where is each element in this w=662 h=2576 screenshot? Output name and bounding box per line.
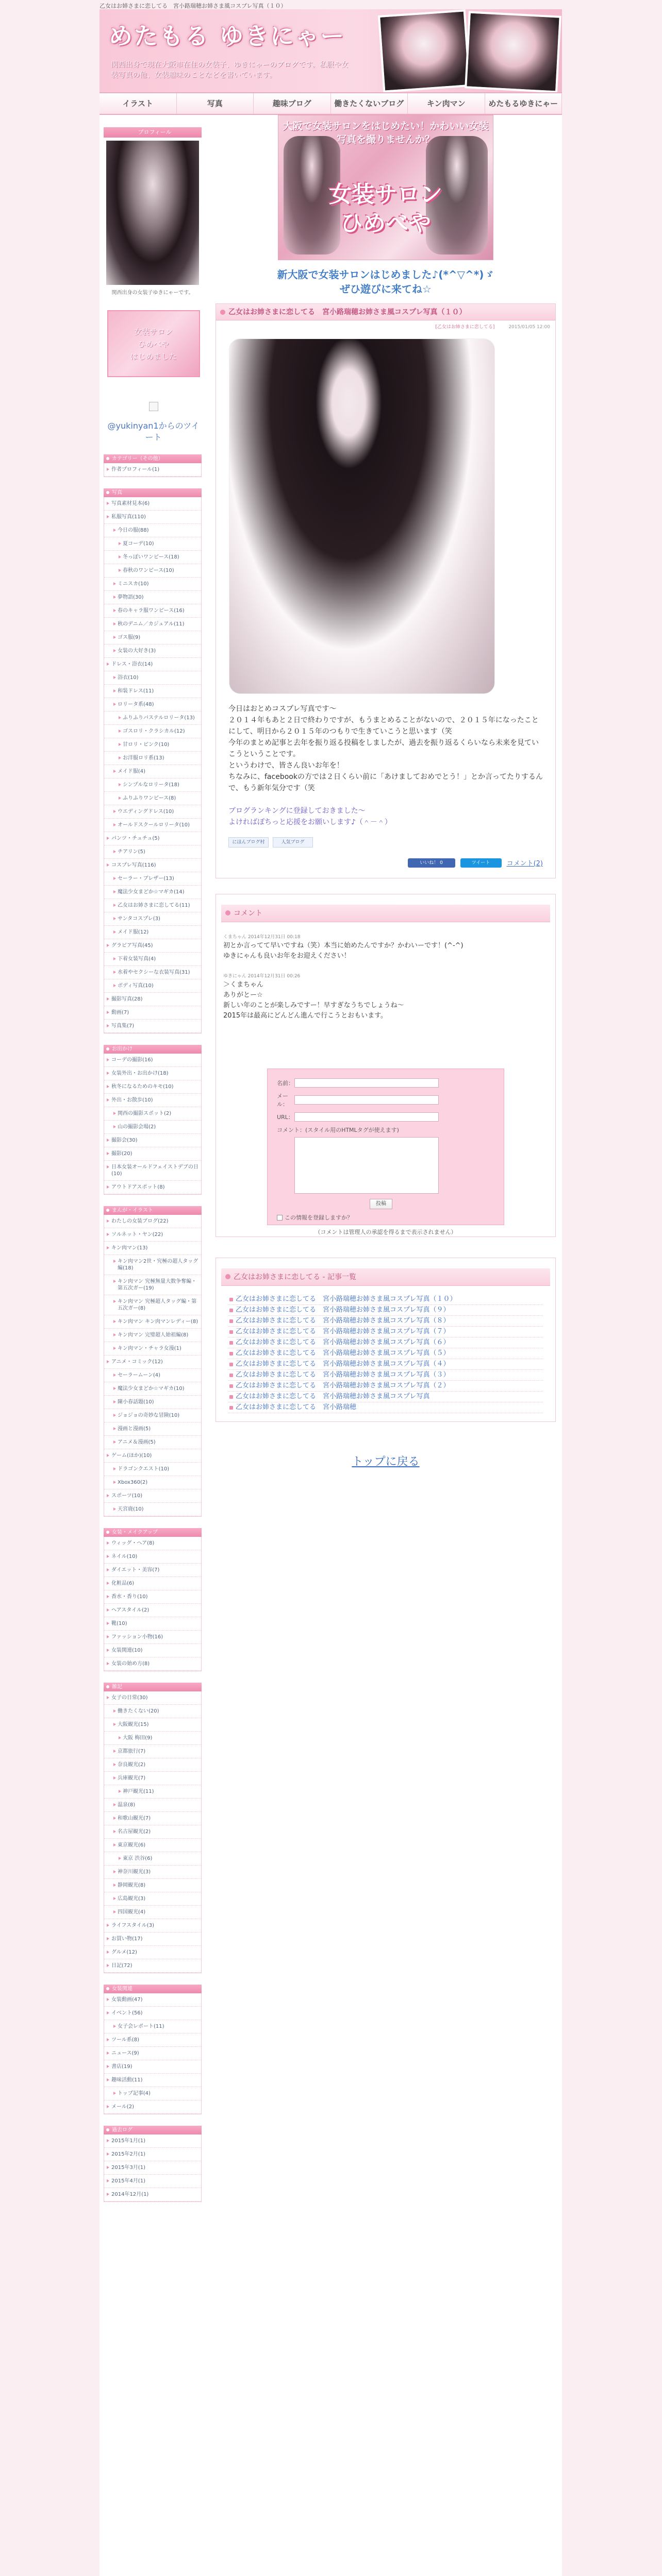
- sidebar-category-link[interactable]: アニメ＆漫画(5): [104, 1436, 201, 1449]
- sidebar-category-link[interactable]: 乙女はお姉さまに恋してる(11): [104, 899, 201, 912]
- sidebar-category-link[interactable]: 女子の日常(30): [104, 1691, 201, 1705]
- sidebar-category-link[interactable]: 女装関連(10): [104, 1644, 201, 1657]
- sidebar-category-link[interactable]: 関西の撮影スポット(2): [104, 1107, 201, 1121]
- sidebar-category-link[interactable]: お洋服ロリ系(13): [104, 752, 201, 765]
- sidebar-block-header: 雑記: [104, 1683, 202, 1691]
- sidebar-category-link[interactable]: セーラー・ブレザー(13): [104, 872, 201, 886]
- sidebar-category-link[interactable]: 撮影写真(28): [104, 993, 201, 1006]
- sidebar-category-link[interactable]: 夏コーデ(10): [104, 537, 201, 551]
- sidebar-category-link[interactable]: ミニスカ(10): [104, 578, 201, 591]
- sidebar-category-link[interactable]: 山の撮影会場(2): [104, 1121, 201, 1134]
- sidebar-category-link[interactable]: 働きたくない(20): [104, 1705, 201, 1718]
- sidebar-block-header: 女装・メイクアップ: [104, 1528, 202, 1537]
- comment-count-link[interactable]: コメント(2): [506, 860, 543, 868]
- sidebar-category-link[interactable]: 浴衣(10): [104, 671, 201, 685]
- related-article-link[interactable]: 乙女はお姉さまに恋してる 宮小路瑞穂お姉さま風コスプレ写真: [228, 1392, 543, 1402]
- sidebar-category-link[interactable]: コスプレ写真(116): [104, 859, 201, 872]
- sidebar-category-link[interactable]: 神奈川観光(3): [104, 1866, 201, 1879]
- sidebar-category-link[interactable]: グルメ(12): [104, 1946, 201, 1959]
- sidebar-category-link[interactable]: ふりふりパステルロリータ(13): [104, 711, 201, 725]
- related-article-link[interactable]: 乙女はお姉さまに恋してる 宮小路瑞穂お姉さま風コスプレ写真（７）: [228, 1327, 543, 1337]
- sidebar-category-link[interactable]: 春のキャラ服ワンピース(16): [104, 604, 201, 618]
- entry-paragraph: というわけで、皆さん良いお年を！: [228, 761, 344, 770]
- sidebar-category-link[interactable]: オールドスクールロリータ(10): [104, 819, 201, 832]
- sidebar-list: [104, 1215, 202, 1517]
- comment-item: [223, 973, 548, 1021]
- site-description: 関西出身で現在大阪市在住の女装子、ゆきにゃーのブログです。私服や女装写真の他、女装趣味のことなどを書いています。: [111, 61, 349, 79]
- ranking-text[interactable]: ブログランキングに登録しておきました～: [228, 807, 366, 815]
- related-article-link[interactable]: 乙女はお姉さまに恋してる 宮小路瑞穂: [228, 1402, 543, 1413]
- sidebar-category-link[interactable]: 女装動画(47): [104, 1993, 201, 2007]
- sidebar-category-link[interactable]: ドレス・浴衣(14): [104, 658, 201, 671]
- sidebar-category-link[interactable]: 下着女装写真(4): [104, 953, 201, 966]
- sidebar-category-link[interactable]: キン肉マン キン肉マンレディー(8): [104, 1315, 201, 1329]
- sidebar-category-link[interactable]: 撮影会(30): [104, 1134, 201, 1147]
- sidebar-category-link[interactable]: ニュース(9): [104, 2047, 201, 2060]
- entry-meta: [216, 320, 555, 332]
- sidebar-category-link[interactable]: Xbox360(2): [104, 1476, 201, 1489]
- sidebar-category-link[interactable]: 女装の始め方(8): [104, 1657, 201, 1671]
- remember-row: [277, 1213, 494, 1222]
- sidebar-block-header: 写真: [104, 488, 202, 497]
- comments-section: [216, 894, 556, 1237]
- sidebar-category-link[interactable]: トップ記事(4): [104, 2087, 201, 2100]
- nav-item[interactable]: 写真: [177, 93, 254, 114]
- sidebar-category-link[interactable]: ウエディングドレス(10): [104, 805, 201, 819]
- related-article-link[interactable]: 乙女はお姉さまに恋してる 宮小路瑞穂お姉さま風コスプレ写真（８）: [228, 1316, 543, 1327]
- moderation-note: （コメントは管理人の承認を得るまで表示されません）: [315, 1229, 457, 1235]
- sidebar-list: [104, 1054, 202, 1195]
- nav-item[interactable]: 趣味ブログ: [254, 93, 331, 114]
- sidebar-category-link[interactable]: 私服写真(110): [104, 511, 201, 524]
- sidebar-category-link[interactable]: 化粧品(6): [104, 1577, 201, 1590]
- sidebar-category-link[interactable]: ソルネット・ヤン(22): [104, 1228, 201, 1242]
- sidebar-category-link[interactable]: メイド服(4): [104, 765, 201, 778]
- sidebar-category-link[interactable]: ジョジョの奇妙な冒険(10): [104, 1409, 201, 1422]
- sidebar: [100, 115, 203, 2202]
- sidebar-category-link[interactable]: わたしの女装ブログ(22): [104, 1215, 201, 1228]
- sidebar-category-link[interactable]: 魔法少女まどか☆マギカ(10): [104, 1382, 201, 1396]
- sidebar-category-link[interactable]: ドラゴンクエスト(10): [104, 1463, 201, 1476]
- sidebar-category-link[interactable]: 女装の大好き(3): [104, 645, 201, 658]
- sidebar-category-link[interactable]: 日記(72): [104, 1959, 201, 1973]
- sidebar-category-link[interactable]: 撮影(20): [104, 1147, 201, 1161]
- sidebar-category-link[interactable]: 天宮鹿(10): [104, 1503, 201, 1516]
- ranking-banner-1[interactable]: にほんブログ村: [228, 837, 269, 848]
- sidebar-category-link[interactable]: キン肉マン 究極超人タッグ編・第五次ガー(8): [104, 1295, 201, 1315]
- name-label: 名前：: [277, 1080, 294, 1087]
- sidebar-category-link[interactable]: 奈良観光(2): [104, 1758, 201, 1772]
- url-label: URL：: [277, 1114, 294, 1121]
- comment-form: [267, 1069, 504, 1235]
- salon-banner[interactable]: [278, 115, 493, 260]
- sidebar-category-link[interactable]: 広島観光(3): [104, 1892, 201, 1906]
- sidebar-category-link[interactable]: キン肉マン 完璧超人始祖編(8): [104, 1329, 201, 1342]
- sidebar-category-link[interactable]: 漫画と漫画(5): [104, 1422, 201, 1436]
- sidebar-category-link[interactable]: 今日の服(88): [104, 524, 201, 537]
- sidebar-category-link[interactable]: ネイル(10): [104, 1550, 201, 1564]
- sidebar-category-link[interactable]: スポーツ(10): [104, 1489, 201, 1503]
- sidebar-category-link[interactable]: ゲーム(ほか)(10): [104, 1449, 201, 1463]
- sidebar-category-link[interactable]: 水着やセクシーな衣装写真(31): [104, 966, 201, 979]
- sidebar-category-link[interactable]: 大阪観光(15): [104, 1718, 201, 1732]
- sidebar-category-link[interactable]: キン肉マン・チャラ女漫(1): [104, 1342, 201, 1355]
- sidebar-category-link[interactable]: 秋冬になるためのキモ(10): [104, 1080, 201, 1094]
- sidebar-category-link[interactable]: 女装外出・お出かけ(18): [104, 1067, 201, 1080]
- sidebar-category-link[interactable]: ふりふりワンピース(8): [104, 792, 201, 805]
- related-articles: [216, 1258, 556, 1422]
- sidebar-category-link[interactable]: ゴスロリ・クラシカル(12): [104, 725, 201, 738]
- name-field[interactable]: [294, 1078, 439, 1088]
- tweet-button[interactable]: ツイート: [460, 858, 502, 868]
- sidebar-category-link[interactable]: 写真素材見本(6): [104, 497, 201, 511]
- related-article-link[interactable]: 乙女はお姉さまに恋してる 宮小路瑞穂お姉さま風コスプレ写真（５）: [228, 1348, 543, 1359]
- sidebar-category-link[interactable]: お買い物(17): [104, 1933, 201, 1946]
- banner-salon-name: 女装サロン ひめべや: [329, 181, 442, 236]
- related-article-link[interactable]: 乙女はお姉さまに恋してる 宮小路瑞穂お姉さま風コスプレ写真（４）: [228, 1359, 543, 1370]
- sidebar-category-link[interactable]: セーラームーン(4): [104, 1369, 201, 1382]
- sidebar-category-link[interactable]: 日本女装オールドフェイストデブの日(10): [104, 1161, 201, 1181]
- entry-paragraph: ちなみに、facebookの方では２日くらい前に「あけましておめでとう！」とか言ってたりするんで、もう新年気分です（笑: [228, 773, 543, 792]
- sidebar-category-link[interactable]: 動画(7): [104, 1006, 201, 1020]
- sidebar-list: [104, 2134, 202, 2202]
- sidebar-category-link[interactable]: ヘアスタイル(2): [104, 1604, 201, 1617]
- sidebar-category-link[interactable]: 東京観光(6): [104, 1839, 201, 1852]
- related-article-link[interactable]: 乙女はお姉さまに恋してる 宮小路瑞穂お姉さま風コスプレ写真（９）: [228, 1305, 543, 1316]
- email-field[interactable]: [294, 1095, 439, 1105]
- submit-comment-button[interactable]: 投稿: [370, 1199, 392, 1209]
- sidebar-category-link[interactable]: ゴス服(9): [104, 631, 201, 645]
- sidebar-category-link[interactable]: 大阪 梅田(9): [104, 1732, 201, 1745]
- entry-date: 2015/01/05 12:00: [508, 325, 550, 330]
- comment-label: コメント：(スタイル用のHTMLタグが使えます): [277, 1127, 399, 1133]
- sidebar-category-link[interactable]: 2015年1月(1): [104, 2134, 201, 2148]
- email-label: メール：: [277, 1093, 288, 1108]
- global-nav: [100, 92, 562, 115]
- sidebar-category-link[interactable]: ウィッグ・ヘア(8): [104, 1537, 201, 1550]
- sidebar-category-link[interactable]: 和歌山観光(7): [104, 1812, 201, 1825]
- sidebar-block-header: 女装関連: [104, 1985, 202, 1993]
- sidebar-category-link[interactable]: 魔法少女まどか☆マギカ(14): [104, 886, 201, 899]
- nav-item[interactable]: イラスト: [100, 93, 177, 114]
- sidebar-category-link[interactable]: キン肉マン(13): [104, 1242, 201, 1255]
- site-logo[interactable]: めたもる ゆきにゃー: [109, 22, 346, 50]
- sidebar-category-link[interactable]: 夢物語(30): [104, 591, 201, 604]
- sidebar-block-header: まんが・イラスト: [104, 1206, 202, 1215]
- sidebar-category-link[interactable]: キン肉マン 究極無量大数争奪編・第五次ガー(19): [104, 1275, 201, 1295]
- sidebar-category-link[interactable]: 春秋のワンピース(10): [104, 564, 201, 578]
- sidebar-category-link[interactable]: コーデの撮影(16): [104, 1054, 201, 1067]
- sidebar-category-link[interactable]: 東京 渋谷(6): [104, 1852, 201, 1866]
- comment-text: 初とか言ってて早いですね（笑）本当に始めたんですか？かわいーです！(^-^) ゆきにゃんも良いお年をお迎えください！: [223, 942, 464, 960]
- blog-container: [100, 9, 562, 2576]
- profile-header: プロフィール: [104, 127, 202, 138]
- sidebar-category-link[interactable]: 静岡観光(8): [104, 1879, 201, 1892]
- sidebar-category-link[interactable]: 陳小春話題(10): [104, 1396, 201, 1409]
- sidebar-category-link[interactable]: 神戸観光(11): [104, 1785, 201, 1799]
- comments-header: コメント: [221, 905, 550, 922]
- sidebar-categories: [104, 454, 203, 2202]
- entry-footer: [228, 858, 543, 868]
- sidebar-category-link[interactable]: イベント(56): [104, 2007, 201, 2020]
- sidebar-category-link[interactable]: ライフスタイル(3): [104, 1919, 201, 1933]
- sidebar-category-link[interactable]: メール(2): [104, 2100, 201, 2114]
- site-header: [100, 9, 562, 92]
- comment-meta: くまちゃん 2014年12月31日 00:18: [223, 935, 301, 940]
- page-tagline: 乙女はお姉さまに恋してる 宮小路瑞穂お姉さま風コスプレ写真（１０）: [100, 3, 287, 9]
- remember-checkbox[interactable]: [277, 1215, 283, 1221]
- sidebar-category-link[interactable]: キン肉マン2世・究極の超人タッグ編(18): [104, 1255, 201, 1275]
- sidebar-category-link[interactable]: グラビア写真(45): [104, 939, 201, 953]
- profile-photo[interactable]: [106, 141, 199, 285]
- salon-side-banner[interactable]: 女装サロン ひめべや はじめました: [107, 310, 200, 377]
- broken-image-icon: [149, 402, 158, 411]
- sidebar-category-link[interactable]: 2014年12月(1): [104, 2188, 201, 2201]
- profile-caption: 関西出身の女装子ゆきにゃーです。: [111, 290, 194, 296]
- comment-text: ＞くまちゃん ありがとー☆ 新しい年のことが楽しみですー！早すぎなうちでしょうね～ 2015年は最高にどんどん進んで行こうとおもいます。: [223, 981, 404, 1020]
- header-photo-1: [378, 9, 471, 92]
- remember-label: この情報を登録しますか？: [285, 1214, 353, 1221]
- comment-textarea[interactable]: [294, 1137, 439, 1194]
- related-article-link[interactable]: 乙女はお姉さまに恋してる 宮小路瑞穂お姉さま風コスプレ写真（６）: [228, 1337, 543, 1348]
- sidebar-category-link[interactable]: シンプルなロリータ(18): [104, 778, 201, 792]
- sidebar-list: [104, 463, 202, 477]
- entry-category-link[interactable]: [乙女はお姉さまに恋してる]: [435, 325, 495, 330]
- sidebar-list: [104, 1537, 202, 1671]
- entry-photo[interactable]: [229, 338, 495, 694]
- sidebar-category-link[interactable]: 温泉(8): [104, 1799, 201, 1812]
- sidebar-category-link[interactable]: 兵庫観光(7): [104, 1772, 201, 1785]
- back-to-top-link[interactable]: トップに戻る: [352, 1455, 420, 1468]
- nav-item[interactable]: 働きたくないブログ: [331, 93, 408, 114]
- related-article-link[interactable]: 乙女はお姉さまに恋してる 宮小路瑞穂お姉さま風コスプレ写真（１０）: [228, 1294, 543, 1305]
- sidebar-category-link[interactable]: 名古屋観光(2): [104, 1825, 201, 1839]
- profile-block: [104, 127, 202, 296]
- related-header: 乙女はお姉さまに恋してる - 記事一覧: [221, 1268, 550, 1286]
- sidebar-category-link[interactable]: 書店(19): [104, 2060, 201, 2074]
- sidebar-category-link[interactable]: 靴(10): [104, 1617, 201, 1631]
- facebook-like-button[interactable]: いいね！ 0: [408, 858, 455, 868]
- sidebar-category-link[interactable]: ファッション小物(16): [104, 1631, 201, 1644]
- ranking-banners: [228, 837, 543, 848]
- sidebar-category-link[interactable]: 秋のデニム／カジュアル(11): [104, 618, 201, 631]
- nav-item[interactable]: めたもるゆきにゃー: [485, 93, 562, 114]
- comment-item: [223, 934, 548, 961]
- sidebar-category-link[interactable]: 趣味活動(11): [104, 2074, 201, 2087]
- header-photo-2: [465, 11, 561, 92]
- sidebar-category-link[interactable]: ロリータ系(48): [104, 698, 201, 711]
- sidebar-category-link[interactable]: 写真集(7): [104, 1020, 201, 1033]
- entry-paragraph: ２０１４年もあと２日で終わりですが、もうまとめることがないので、２０１５年になったことにして、明日から２０１５年のつもりで生きていこうと思います（笑: [228, 716, 539, 736]
- entry-paragraph: 今日はおとめコスプレ写真です～: [228, 705, 337, 713]
- blog-entry: [216, 303, 556, 878]
- sidebar-category-link[interactable]: アウトドアスポット(8): [104, 1181, 201, 1194]
- sidebar-category-link[interactable]: 和装ドレス(11): [104, 685, 201, 698]
- sidebar-list: [104, 497, 202, 1033]
- entry-title[interactable]: 乙女はお姉さまに恋してる 宮小路瑞穂お姉さま風コスプレ写真（１０）: [216, 304, 555, 320]
- sidebar-category-link[interactable]: 香水・香り(10): [104, 1590, 201, 1604]
- sidebar-category-link[interactable]: メイド服(12): [104, 926, 201, 939]
- entry-body: [228, 703, 543, 828]
- related-article-link[interactable]: 乙女はお姉さまに恋してる 宮小路瑞穂お姉さま風コスプレ写真（３）: [228, 1370, 543, 1381]
- main-column: [216, 115, 556, 1469]
- sidebar-category-link[interactable]: ダイエット・美容(7): [104, 1564, 201, 1577]
- sidebar-category-link[interactable]: 2015年2月(1): [104, 2148, 201, 2161]
- sidebar-category-link[interactable]: 女子会レポート(11): [104, 2020, 201, 2033]
- comment-meta: ゆきにゃん 2014年12月31日 00:26: [223, 974, 301, 979]
- related-article-link[interactable]: 乙女はお姉さまに恋してる 宮小路瑞穂お姉さま風コスプレ写真（２）: [228, 1381, 543, 1392]
- twitter-timeline-link[interactable]: @yukinyan1からのツイート: [107, 421, 200, 442]
- ranking-link[interactable]: よければぽちっと応援をお願いします♪（＾－＾）: [228, 818, 392, 826]
- sidebar-block-header: 過去ログ: [104, 2126, 202, 2134]
- sidebar-block-header: お出かけ: [104, 1045, 202, 1054]
- sidebar-category-link[interactable]: チアリン(5): [104, 845, 201, 859]
- sidebar-category-link[interactable]: サンタコスプレ(3): [104, 912, 201, 926]
- url-field[interactable]: [294, 1112, 439, 1122]
- nav-item[interactable]: キン肉マン: [408, 93, 485, 114]
- ranking-banner-2[interactable]: 人気ブログ: [273, 837, 313, 848]
- banner-top-text: 大阪で女装サロンをはじめたい！かわいい女装写真を撮りませんか？: [283, 121, 489, 145]
- sidebar-list: [104, 1691, 202, 1973]
- sidebar-category-link[interactable]: 作者プロフィール(1): [104, 463, 201, 477]
- sidebar-category-link[interactable]: 四国観光(4): [104, 1906, 201, 1919]
- sidebar-category-link[interactable]: アニメ・コミック(12): [104, 1355, 201, 1369]
- sidebar-category-link[interactable]: ボディ写真(10): [104, 979, 201, 993]
- sidebar-block-header: カテゴリー（その他）: [104, 454, 202, 463]
- sidebar-category-link[interactable]: 2015年3月(1): [104, 2161, 201, 2175]
- sidebar-category-link[interactable]: パンツ・チュチュ(5): [104, 832, 201, 845]
- sidebar-category-link[interactable]: 京都旅行(7): [104, 1745, 201, 1758]
- sidebar-category-link[interactable]: 冬っぽいワンピース(18): [104, 551, 201, 564]
- sidebar-category-link[interactable]: 外出・お散歩(10): [104, 1094, 201, 1107]
- sidebar-category-link[interactable]: ツール系(8): [104, 2033, 201, 2047]
- sidebar-category-link[interactable]: 甘ロリ・ピンク(10): [104, 738, 201, 752]
- entry-paragraph: 今年のまとめ記事と去年を振り返る投稿をしましたが、過去を振り返るくらいなら未来を見ていこうということです。: [228, 739, 539, 758]
- sidebar-list: [104, 1993, 202, 2114]
- banner-caption[interactable]: 新大阪で女装サロンはじめました♪(*^▽^*)ゞ ぜひ遊びに来てね☆: [277, 268, 494, 295]
- sidebar-category-link[interactable]: 2015年4月(1): [104, 2175, 201, 2188]
